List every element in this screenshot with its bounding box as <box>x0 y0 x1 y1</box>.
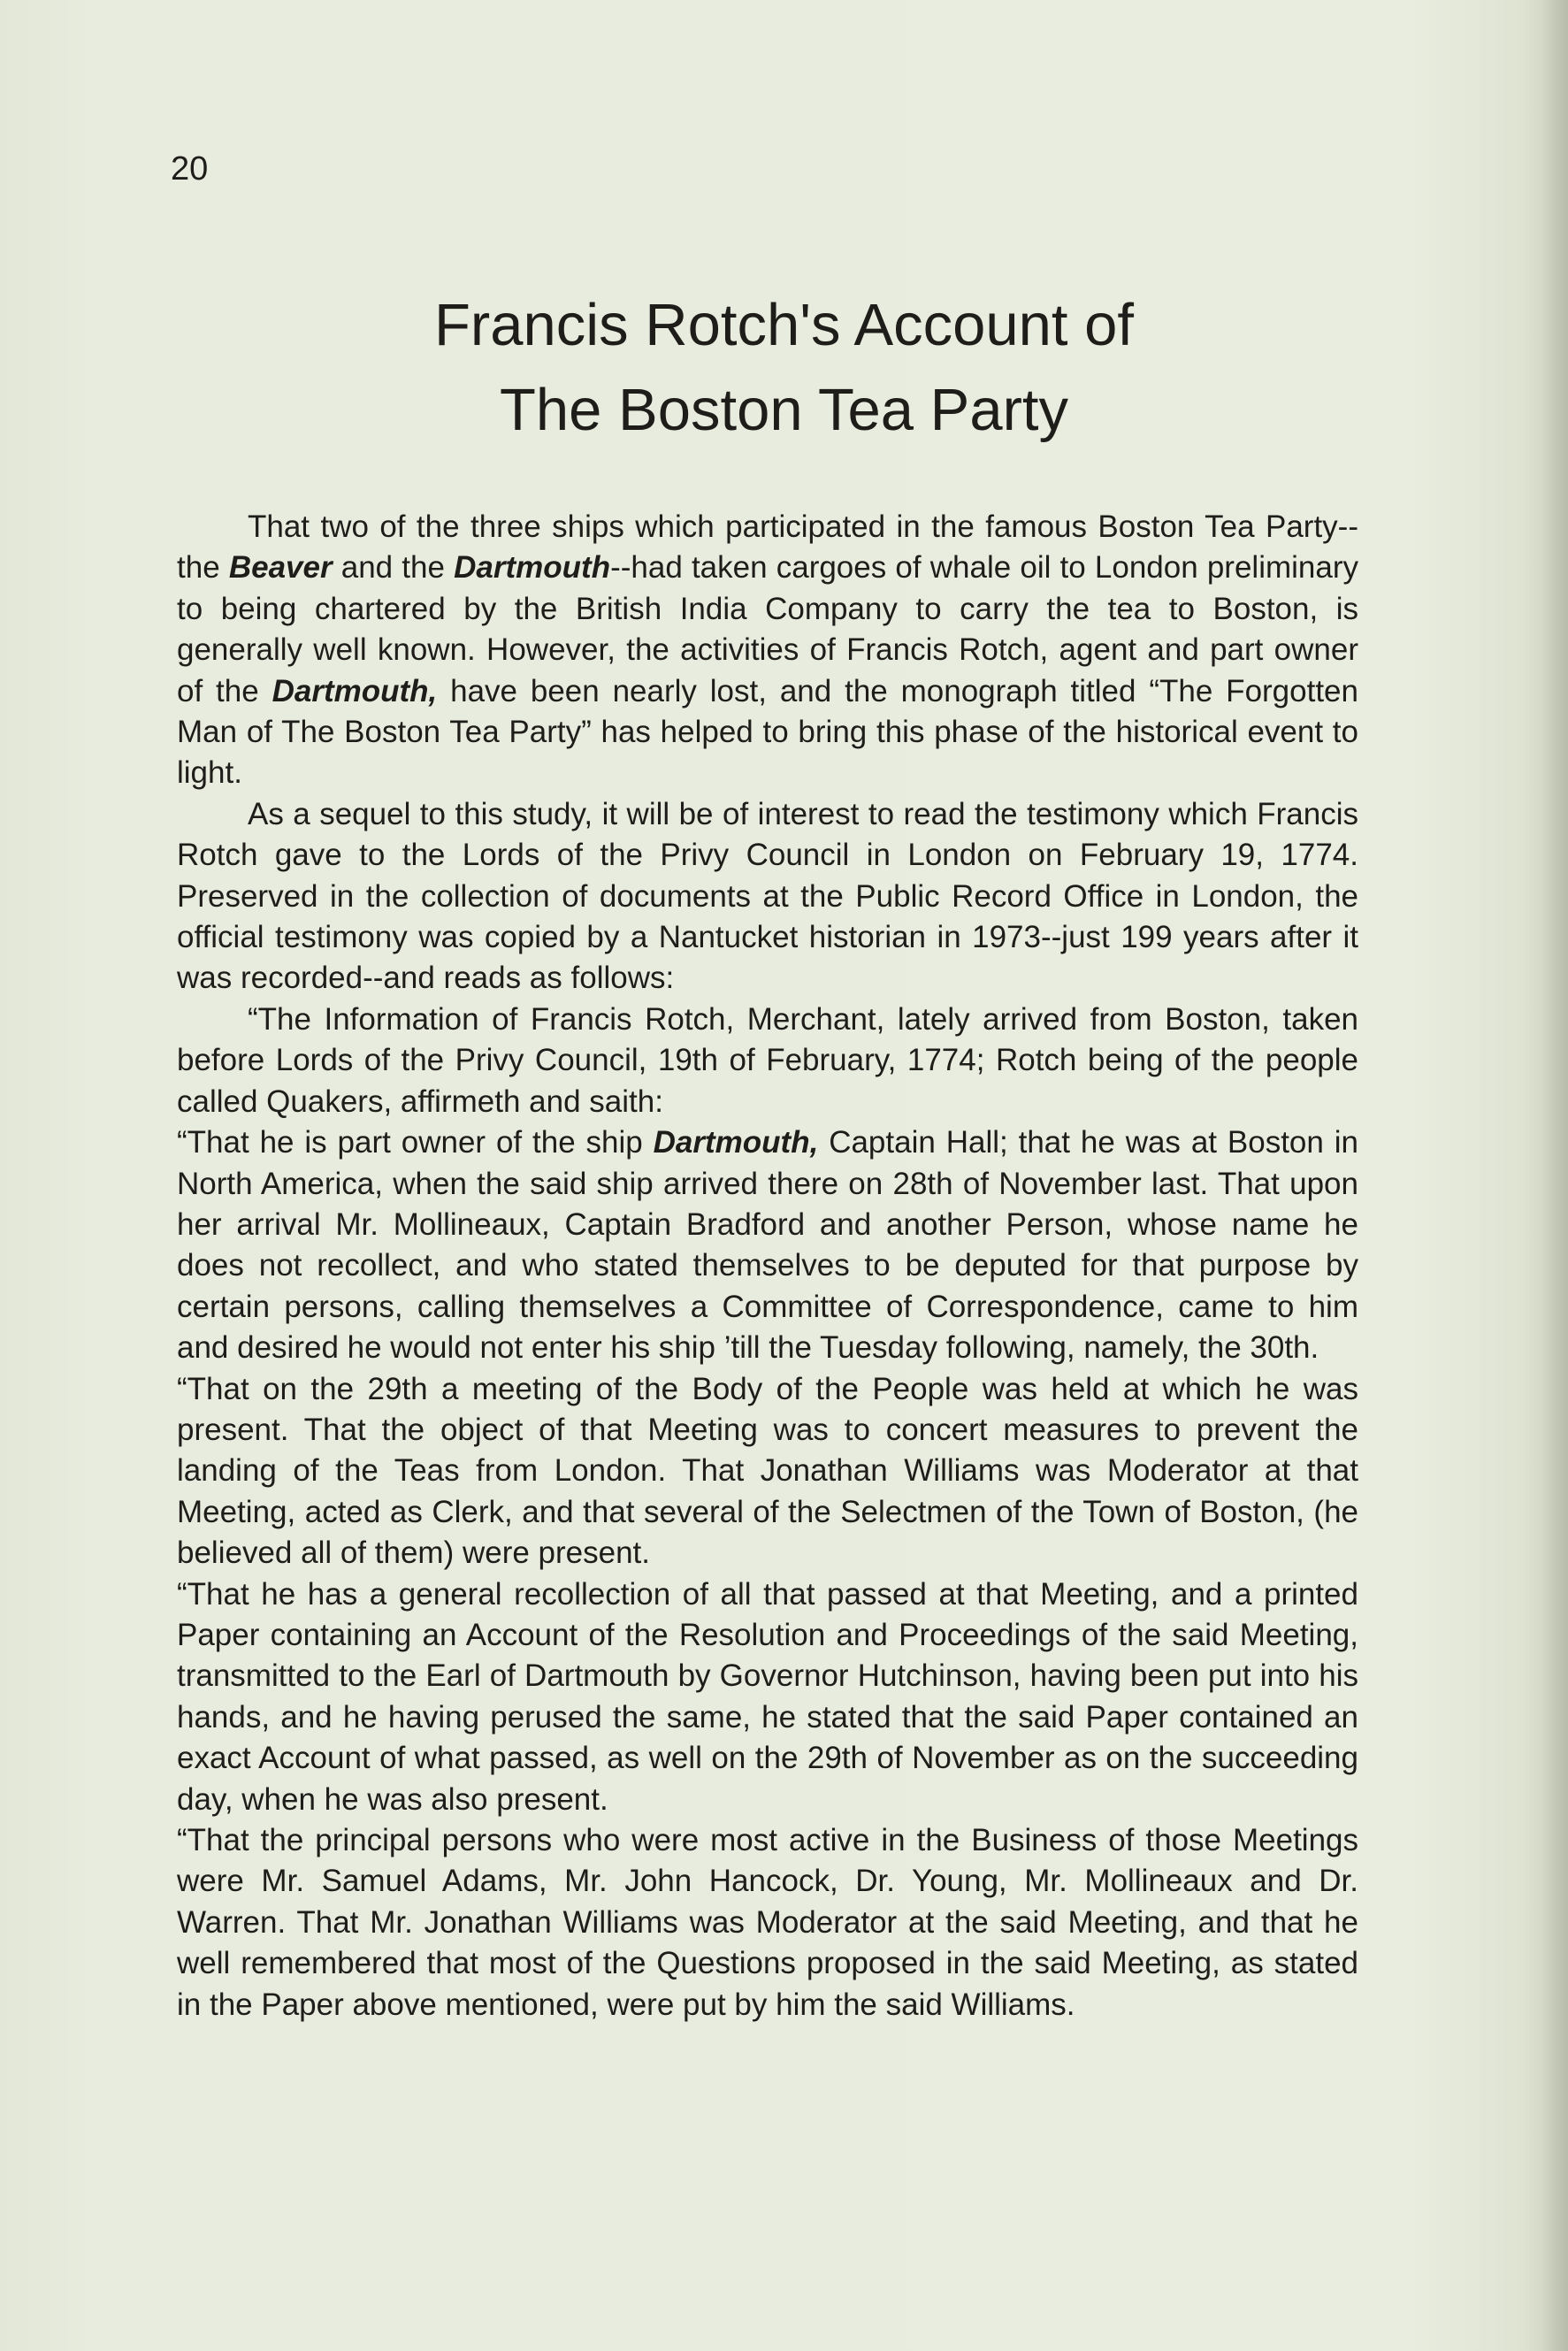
paragraph-text: Captain Hall; that he was at Boston in North America, when the said ship arrived there on 28th of November last. That upon her arrival Mr. Mollineaux, Captain Bradford and another Person, whose name he does not recollect, and who stated themselves to be deputed for that purpose by certain persons, calling themselves a Committee of Correspondence, came to him and desired he would not enter his ship ’till the Tuesday following, namely, the 30th. <box>177 1125 1358 1366</box>
paragraph-text: “That he is part owner of the ship <box>177 1125 654 1160</box>
title-line-1: Francis Rotch's Account of <box>433 292 1135 358</box>
ship-name-dartmouth: Dartmouth <box>454 550 611 586</box>
paragraph-text: and the <box>332 550 455 586</box>
ship-name-beaver: Beaver <box>228 550 333 586</box>
paragraph-text: That two of the three ships which participated in the famous Boston Tea Party--the <box>177 509 1358 586</box>
article-body <box>177 507 1358 2026</box>
page-title <box>0 283 1568 453</box>
paragraph-recollection: “That he has a general recollection of all that passed at that Meeting, and a printed Paper containing an Account of the Resolution and Proceedings of the said Meeting, transmitted to the Earl of Dartmouth by Governor Hutchinson, having been put into his hands, and he having perused the same, he stated that the said Paper contained an exact Account of what passed, as well on the 29th of November as on the succeeding day, when he was also present. <box>177 1576 1358 1817</box>
paragraph-meeting-29th: “That on the 29th a meeting of the Body of the People was held at which he was present. That the object of that Meeting was to concert measures to prevent the landing of the Teas from London. That Jonathan Williams was Moderator at that Meeting, acted as Clerk, and that several of the Selectmen of the Town of Boston, (he believed all of them) were present. <box>177 1371 1358 1571</box>
paragraph-part-owner <box>177 1122 1358 1368</box>
ship-name-dartmouth: Dartmouth, <box>653 1125 819 1160</box>
paragraph-text: --had taken cargoes of whale oil to London preliminary to being chartered by the British India Company to carry the tea to Boston, is generally well known. However, the activities of Francis Rotch, agent and part owner of the <box>177 550 1358 708</box>
page-number: 20 <box>171 150 209 188</box>
paragraph-intro <box>177 507 1358 794</box>
paragraph-text: have been nearly lost, and the monograph titled “The Forgotten Man of The Boston Tea Party” has helped to bring this phase of the historical event to light. <box>177 673 1358 791</box>
paragraph-information: “The Information of Francis Rotch, Merchant, lately arrived from Boston, taken before Lords of the Privy Council, 19th of February, 1774; Rotch being of the people called Quakers, affirmeth and saith: <box>177 1001 1358 1119</box>
title-line-2: The Boston Tea Party <box>499 377 1069 443</box>
ship-name-dartmouth: Dartmouth, <box>272 673 438 708</box>
paragraph-sequel: As a sequel to this study, it will be of interest to read the testimony which Francis Rotch gave to the Lords of the Privy Council in London on February 19, 1774. Preserved in the collection of documents at the Public Record Office in London, the official testimony was copied by a Nantucket historian in 1973--just 199 years after it was recorded--and reads as follows: <box>177 796 1358 996</box>
paragraph-principal-persons: “That the principal persons who were most active in the Business of those Meetings were Mr. Samuel Adams, Mr. John Hancock, Dr. Young, Mr. Mollineaux and Dr. Warren. That Mr. Jonathan Williams was Moderator at the said Meeting, and that he well remembered that most of the Questions proposed in the said Meeting, as stated in the Paper above mentioned, were put by him the said Williams. <box>177 1823 1358 2022</box>
